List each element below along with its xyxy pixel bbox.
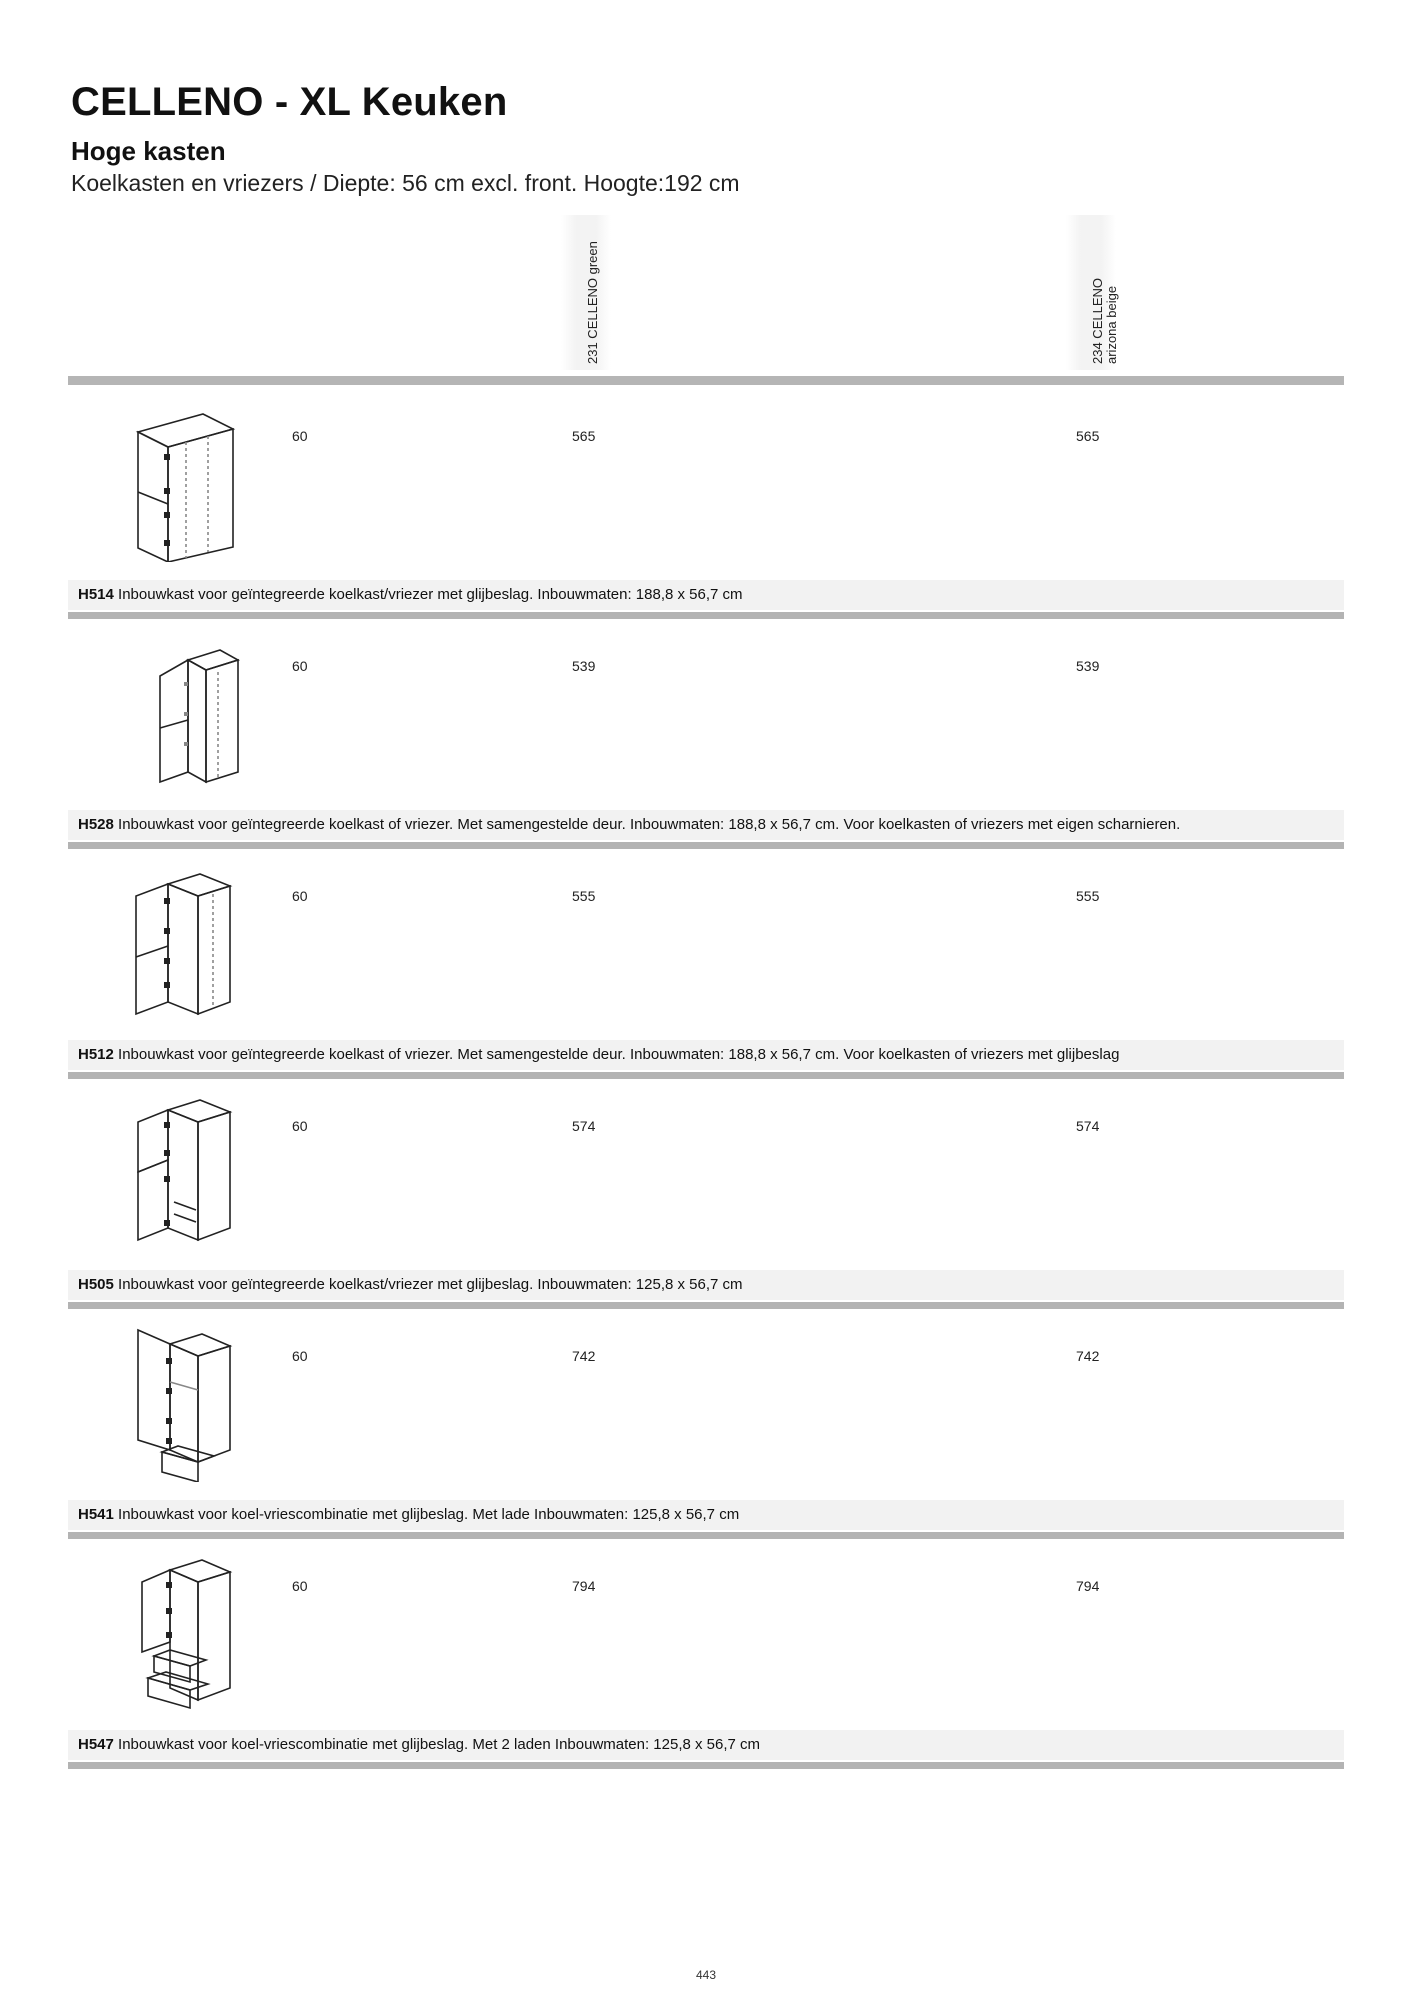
product-caption: [68, 1730, 1344, 1760]
price-beige: 555: [1076, 888, 1100, 904]
row-divider: [68, 1762, 1344, 1769]
header-divider: [68, 376, 1344, 385]
product-row-h528: [68, 620, 1344, 850]
width-value: 60: [292, 1578, 308, 1594]
product-code: H547: [78, 1736, 114, 1753]
product-caption: [68, 580, 1344, 610]
price-green: 742: [572, 1348, 596, 1364]
width-value: 60: [292, 428, 308, 444]
product-code: H512: [78, 1046, 114, 1063]
price-beige: 574: [1076, 1118, 1100, 1134]
product-caption: [68, 1040, 1344, 1070]
column-header-line: 231 CELLENO green: [585, 241, 600, 364]
row-divider: [68, 1072, 1344, 1079]
row-divider: [68, 842, 1344, 849]
product-row-h514: [68, 390, 1344, 620]
row-divider: [68, 612, 1344, 619]
product-row-h547: [68, 1540, 1344, 1770]
column-header-line: 234 CELLENO: [1090, 278, 1105, 364]
cabinet-drawing-h512: [98, 862, 248, 1022]
product-description: Inbouwkast voor geïntegreerde koelkast/vriezer met glijbeslag. Inbouwmaten: 188,8 x 56,7 cm: [118, 586, 743, 603]
product-caption: [68, 810, 1344, 840]
product-description: Inbouwkast voor geïntegreerde koelkast of vriezer. Met samengestelde deur. Inbouwmaten: 188,8 x 56,7 cm. Voor koelkasten of vriezers met eigen scharnieren.: [118, 816, 1181, 833]
product-description: Inbouwkast voor koel-vriescombinatie met glijbeslag. Met 2 laden Inbouwmaten: 125,8 x 56,7 cm: [118, 1736, 761, 1753]
section-description: Koelkasten en vriezers / Diepte: 56 cm excl. front. Hoogte:192 cm: [71, 170, 740, 196]
product-caption: [68, 1270, 1344, 1300]
cabinet-drawing-h547: [98, 1552, 248, 1712]
section-title: Hoge kasten: [71, 136, 226, 166]
product-description: Inbouwkast voor koel-vriescombinatie met glijbeslag. Met lade Inbouwmaten: 125,8 x 56,7 cm: [118, 1506, 740, 1523]
row-divider: [68, 1532, 1344, 1539]
price-beige: 539: [1076, 658, 1100, 674]
page-title: CELLENO - XL Keuken: [71, 80, 508, 124]
price-beige: 742: [1076, 1348, 1100, 1364]
product-row-h541: [68, 1310, 1344, 1540]
column-header-line: arizona beige: [1104, 285, 1119, 364]
row-divider: [68, 1302, 1344, 1309]
product-description: Inbouwkast voor geïntegreerde koelkast of vriezer. Met samengestelde deur. Inbouwmaten: 188,8 x 56,7 cm. Voor koelkasten of vriezers met glijbeslag: [118, 1046, 1120, 1063]
price-green: 539: [572, 658, 596, 674]
price-beige: 794: [1076, 1578, 1100, 1594]
cabinet-drawing-h505: [98, 1092, 248, 1252]
product-row-h505: [68, 1080, 1344, 1310]
product-row-h512: [68, 850, 1344, 1080]
product-code: H541: [78, 1506, 114, 1523]
price-green: 574: [572, 1118, 596, 1134]
cabinet-drawing-h514: [98, 402, 248, 562]
width-value: 60: [292, 658, 308, 674]
column-header-green: [561, 215, 611, 370]
price-green: 794: [572, 1578, 596, 1594]
cabinet-drawing-h528: [98, 632, 248, 792]
product-description: Inbouwkast voor geïntegreerde koelkast/vriezer met glijbeslag. Inbouwmaten: 125,8 x 56,7 cm: [118, 1276, 743, 1293]
cabinet-drawing-h541: [98, 1322, 248, 1482]
width-value: 60: [292, 1348, 308, 1364]
product-code: H528: [78, 816, 114, 833]
width-value: 60: [292, 888, 308, 904]
width-value: 60: [292, 1118, 308, 1134]
product-code: H505: [78, 1276, 114, 1293]
column-header-beige: [1066, 215, 1119, 370]
page-number: 443: [696, 1968, 717, 1982]
price-beige: 565: [1076, 428, 1100, 444]
product-code: H514: [78, 586, 114, 603]
price-green: 565: [572, 428, 596, 444]
price-green: 555: [572, 888, 596, 904]
product-caption: [68, 1500, 1344, 1530]
